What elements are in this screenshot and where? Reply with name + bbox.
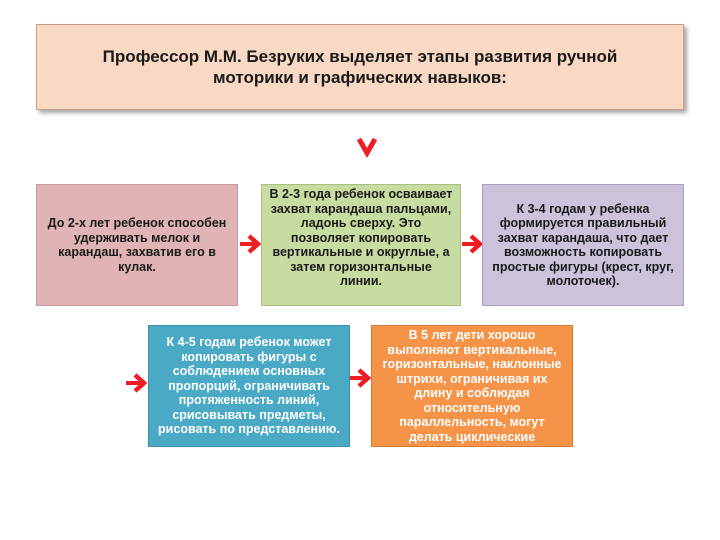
stage-box-1 [36,184,238,306]
stage-text-4: К 4-5 годам ребенок может копировать фигуры с соблюдением основных пропорций, ограничивать протяженность линий, срисовывать предметы, рисовать по представлению. [158,335,340,437]
stage-text-3: К 3-4 годам у ребенка формируется правильный захват карандаша, что дает возможность копировать простые фигуры (крест, круг, молоточек). [492,201,674,288]
right-arrow-icon [348,367,372,389]
stage-text-2: В 2-3 года ребенок осваивает захват карандаша пальцами, ладонь сверху. Это позволяет копировать вертикальные и округлые, а затем горизонтальные линии. [269,187,453,288]
stage-text-1: До 2-х лет ребенок способен удерживать мелок и карандаш, захватив его в кулак. [47,216,227,274]
right-arrow-icon [238,233,262,255]
stage-text-5: В 5 лет дети хорошо выполняют вертикальные, горизонтальные, наклонные штрихи, ограничивая их длину и соблюдая относительную параллельность, могут делать циклические движения. [382,328,562,458]
title-text: Профессор М.М. Безруких выделяет этапы развития ручной моторики и графических навыков: [102,47,618,87]
stage-box-3 [482,184,684,306]
stage-box-4 [148,325,350,447]
right-arrow-icon [460,233,484,255]
title-box [36,24,684,110]
stage-box-2 [261,184,461,306]
stage-box-5 [371,325,573,458]
down-arrow-icon [356,135,378,159]
right-arrow-icon [124,372,148,394]
